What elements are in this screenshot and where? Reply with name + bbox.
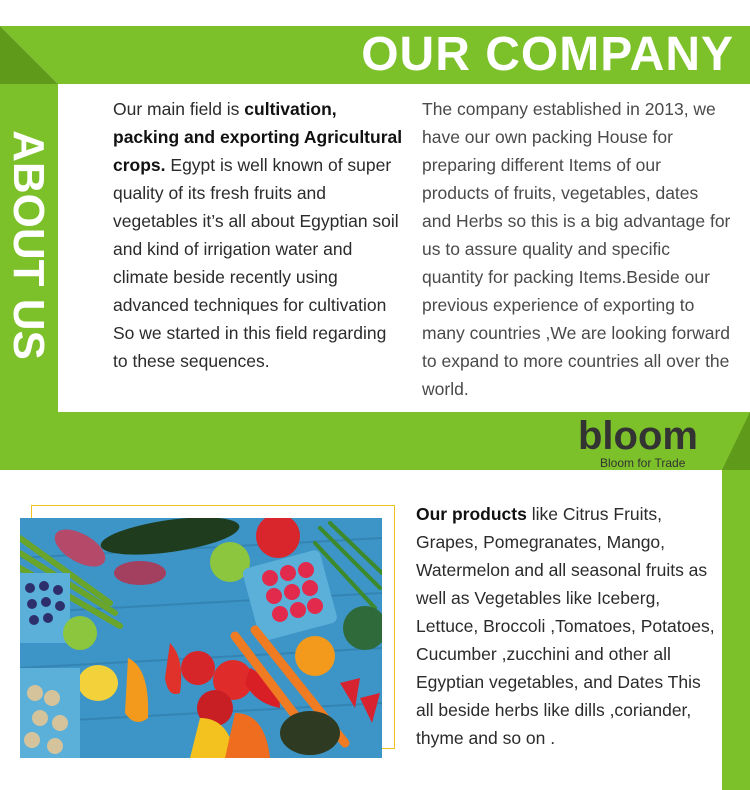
products-bold: Our products (416, 504, 527, 524)
logo-wordmark: bloom (578, 414, 698, 458)
about-left-intro: Our main field is (113, 99, 245, 119)
fresh-produce-photo (20, 518, 382, 758)
products-description (416, 500, 716, 752)
produce-illustration (20, 518, 382, 758)
logo-tagline: Bloom for Trade (600, 456, 686, 470)
about-right-column: The company established in 2013, we have our own packing House for preparing different Items of our products of fruits, vegetables, dates and Herbs so this is a big advantage for us to assure quality and specific quantity for packing Items.Beside our previous experience of exporting to many countries ,We are looking forward to expand to more countries all over the world. (422, 99, 731, 399)
right-edge-band (722, 470, 750, 790)
about-left-rest: Egypt is well known of super quality of its fresh fruits and vegetables it’s all about Egyptian soil and kind of irrigation water and climate beside recently using advanced techniques for cultivation So we started in this field regarding to these sequences. (113, 155, 399, 371)
side-title: ABOUT US (4, 130, 53, 360)
products-rest: like Citrus Fruits, Grapes, Pomegranates, Mango, Watermelon and all seasonal fruits as well as Vegetables like Iceberg, Lettuce, Broccoli ,Tomatoes, Potatoes, Cucumber ,zucchini and other all Egyptian vegetables, and Dates This all beside herbs like dills ,coriander, thyme and so on . (416, 504, 715, 748)
about-left-bold: cultivation, packing and exporting Agricultural crops. (113, 99, 403, 175)
page-title: OUR COMPANY (361, 28, 734, 81)
bloom-logo (578, 416, 728, 470)
about-left-column (113, 95, 403, 375)
